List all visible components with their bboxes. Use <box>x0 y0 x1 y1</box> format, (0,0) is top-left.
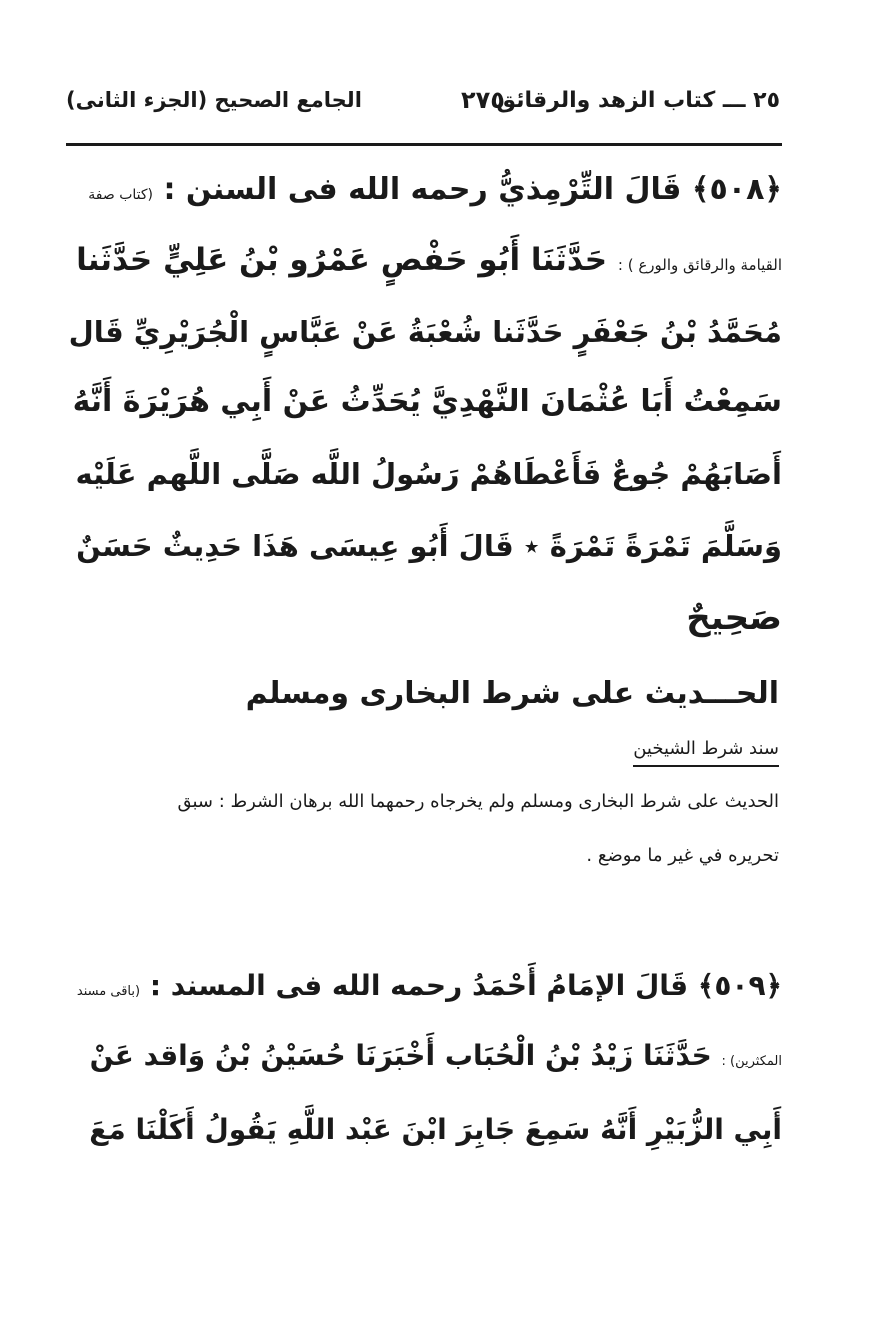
hadith-508-line-7 <box>686 596 782 640</box>
header-rule <box>66 143 782 146</box>
hadith-508-line-5 <box>75 452 782 496</box>
hadith-number: ﴿٥٠٩﴾ <box>697 969 782 1002</box>
hadith-508-line-6 <box>76 524 782 568</box>
hadith-text: حَدَّثَنَا أَبُو حَفْصٍ عَمْرُو بْنُ عَلِيٍّ حَدَّثَنا <box>76 242 608 278</box>
note-line-2: تحريره في غير ما موضع . <box>586 845 779 866</box>
hadith-ruling: الحـــديث على شرط البخارى ومسلم <box>245 676 779 711</box>
hadith-508-line-3 <box>69 310 782 354</box>
hadith-509-line-1 <box>77 964 782 1014</box>
hadith-508-line-2 <box>76 238 782 287</box>
page-number: ٢٧٥ <box>461 86 505 114</box>
hadith-text: قَالَ الإمَامُ أَحْمَدُ رحمه الله فى المسند : <box>149 969 689 1002</box>
hadith-text: أَبِي الزُّبَيْرِ أَنَّهُ سَمِعَ جَابِرَ ابْنَ عَبْد اللَّهِ يَقُولُ أَكَلْنَا مَعَ <box>89 1113 782 1146</box>
hadith-text: قَالَ التِّرْمِذيُّ رحمه الله فى السنن : <box>163 172 682 207</box>
sanad-heading: سند شرط الشيخين <box>633 738 779 767</box>
note-line-1: الحديث على شرط البخارى ومسلم ولم يخرجاه رحمهما الله برهان الشرط : سبق <box>177 791 779 812</box>
chapter-title: ٢٥ ـــ كتاب الزهد والرقائق <box>496 88 780 113</box>
source-reference: القيامة والرقائق والورع ) : <box>617 256 782 274</box>
hadith-text: سَمِعْتُ أَبَا عُثْمَانَ النَّهْدِيَّ يُحَدِّثُ عَنْ أَبِي هُرَيْرَةَ أَنَّهُ <box>72 384 782 419</box>
hadith-number: ﴿٥٠٨﴾ <box>691 172 782 207</box>
source-reference: المكثرين) : <box>721 1054 782 1069</box>
hadith-508-line-4 <box>73 380 782 424</box>
page-header <box>66 80 780 124</box>
book-title: الجامع الصحيح (الجزء الثانى) <box>66 88 362 112</box>
hadith-509-line-2 <box>90 1034 782 1084</box>
hadith-text: صَحِيحٌ <box>686 598 782 638</box>
hadith-509-line-3 <box>89 1108 782 1152</box>
hadith-text: أَصَابَهُمْ جُوعٌ فَأَعْطَاهُمْ رَسُولُ اللَّه صَلَّى اللَّهم عَلَيْه <box>75 457 782 491</box>
hadith-text: مُحَمَّدُ بْنُ جَعْفَرٍ حَدَّثَنا شُعْبَةُ عَنْ عَبَّاسٍ الْجُرَيْرِيِّ قَال <box>68 315 782 349</box>
source-reference: (باقى مسند <box>76 984 141 999</box>
source-reference: (كتاب صفة <box>88 187 154 203</box>
hadith-508-line-1 <box>88 168 782 217</box>
hadith-text: وَسَلَّمَ تَمْرَةً تَمْرَةً ٭ قَالَ أَبُو عِيسَى هَذَا حَدِيثٌ حَسَنٌ <box>76 529 782 563</box>
hadith-text: حَدَّثَنَا زَيْدُ بْنُ الْحُبَاب أَخْبَرَنَا حُسَيْنُ بْنُ وَاقد عَنْ <box>89 1039 712 1072</box>
